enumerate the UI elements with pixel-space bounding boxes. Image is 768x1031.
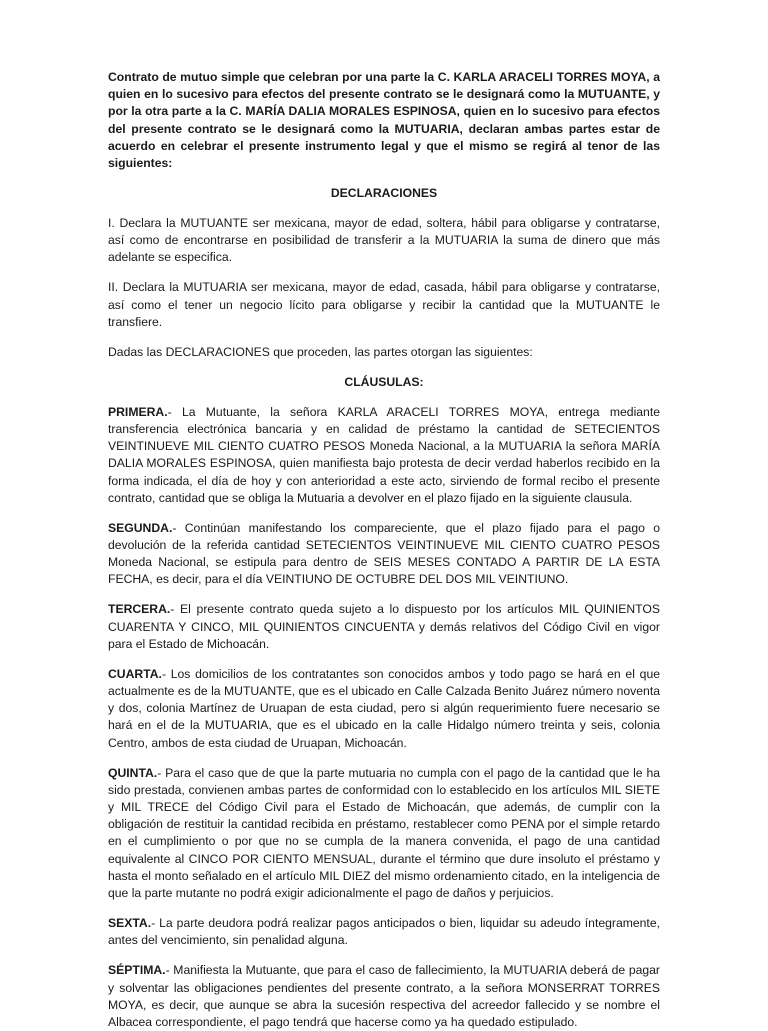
clausula-label: CUARTA. [108, 666, 162, 681]
clausula-text: - La parte deudora podrá realizar pagos anticipados o bien, liquidar su adeudo íntegramente, antes del vencimiento, sin penalidad alguna. [108, 916, 660, 948]
clausula-paragraph [108, 915, 660, 949]
clausula-paragraph [108, 404, 660, 507]
clausula-label: SEGUNDA. [108, 520, 173, 535]
clausula-label: TERCERA. [108, 602, 171, 617]
declaraciones-heading: DECLARACIONES [330, 186, 438, 201]
clausula-label: SÉPTIMA. [108, 963, 166, 978]
clausula-paragraph [108, 962, 660, 1031]
clausula-label: SEXTA. [108, 916, 152, 931]
contract-intro: Contrato de mutuo simple que celebran por una parte la C. KARLA ARACELI TORRES MOYA, a quien en lo sucesivo para efectos del presente contrato se le designará como la MUTUANTE, y por la otra parte a la C. MARÍA DALIA MORALES ESPINOSA, quien en lo sucesivo para efectos del presente contrato se le designará como la MUTUARIA, declaran ambas partes estar de acuerdo en celebrar el presente instrumento legal y que el mismo se regirá al tenor de las siguientes: [108, 70, 660, 171]
clausula-text: - Para el caso que de que la parte mutuaria no cumpla con el pago de la cantidad que le ha sido prestada, convienen ambas partes de conformidad con lo establecido en los artículos MIL SIETE y MIL TRECE del Código Civil para el Estado de Michoacán, que además, de cumplir con la obligación de restituir la cantidad recibida en préstamo, restablecer como PENA por el simple retardo en el cumplimiento o por que no se cumpla de la manera convenida, el pago de una cantidad equivalente al CINCO POR CIENTO MENSUAL, durante el término que dure insoluto el préstamo y hasta el monto señalado en el artículo MIL DIEZ del mismo ordenamiento citado, en la inteligencia de que la parte mutante no podrá exigir adicionalmente el pago de daños y perjuicios. [108, 765, 660, 901]
clausula-text: - La Mutuante, la señora KARLA ARACELI TORRES MOYA, entrega mediante transferencia electrónica bancaria y en calidad de préstamo la cantidad de SETECIENTOS VEINTINUEVE MIL CIENTO CUATRO PESOS Moneda Nacional, a la MUTUARIA la señora MARÍA DALIA MORALES ESPINOSA, quien manifiesta bajo protesta de decir verdad haberlos recibido en la forma indicada, el día de hoy y con anterioridad a este acto, sirviendo de formal recibo el presente contrato, cantidad que se obliga la Mutuaria a devolver en el plazo fijado en la siguiente clausula. [108, 404, 660, 505]
clausula-paragraph [108, 601, 660, 653]
clausula-text: - Manifiesta la Mutuante, que para el caso de fallecimiento, la MUTUARIA deberá de pagar y solventar las obligaciones pendientes del presente contrato, a la señora MONSERRAT TORRES MOYA, es decir, que aunque se abra la sucesión respectiva del acreedor fallecido y se nombre el Albacea correspondiente, el pago tendrá que hacerse como ya ha quedado estipulado. [108, 963, 660, 1029]
declaracion-paragraph: I. Declara la MUTUANTE ser mexicana, mayor de edad, soltera, hábil para obligarse y contratarse, así como de encontrarse en posibilidad de transferir a la MUTUARIA la suma de dinero que más adelante se especifica. [108, 216, 660, 265]
clausula-label: QUINTA. [108, 765, 158, 780]
clausula-label: PRIMERA. [108, 404, 168, 419]
clausula-text: - El presente contrato queda sujeto a lo dispuesto por los artículos MIL QUINIENTOS CUARENTA Y CINCO, MIL QUINIENTOS CINCUENTA y demás relativos del Código Civil en vigor para el Estado de Michoacán. [108, 602, 660, 651]
clausula-paragraph [108, 765, 660, 903]
clausula-text: - Continúan manifestando los compareciente, que el plazo fijado para el pago o devolución de la referida cantidad SETECIENTOS VEINTINUEVE MIL CIENTO CUATRO PESOS Moneda Nacional, se estipula para dentro de SEIS MESES CONTADO A PARTIR DE LA ESTA FECHA, es decir, para el día VEINTIUNO DE OCTUBRE DEL DOS MIL VEINTIUNO. [108, 520, 660, 587]
clausula-paragraph [108, 666, 660, 752]
clausula-paragraph [108, 520, 660, 589]
clausulas-heading: CLÁUSULAS: [344, 374, 424, 389]
clausula-text: - Los domicilios de los contratantes son conocidos ambos y todo pago se hará en el que actualmente es de la MUTUANTE, que es el ubicado en Calle Calzada Benito Juárez número noventa y dos, colonia Martínez de Uruapan de esta ciudad, pero si algún requerimiento fuere necesario se hará en el de la MUTUARIA, que es el ubicado en la calle Hidalgo número treinta y seis, colonia Centro, ambos de esta ciudad de Uruapan, Michoacán. [108, 666, 660, 750]
transition-paragraph: Dadas las DECLARACIONES que proceden, las partes otorgan las siguientes: [108, 344, 533, 359]
declaracion-paragraph: II. Declara la MUTUARIA ser mexicana, mayor de edad, casada, hábil para obligarse y contratarse, así como el tener un negocio lícito para obligarse y recibir la cantidad que la MUTUANTE le transfiere. [108, 280, 660, 329]
